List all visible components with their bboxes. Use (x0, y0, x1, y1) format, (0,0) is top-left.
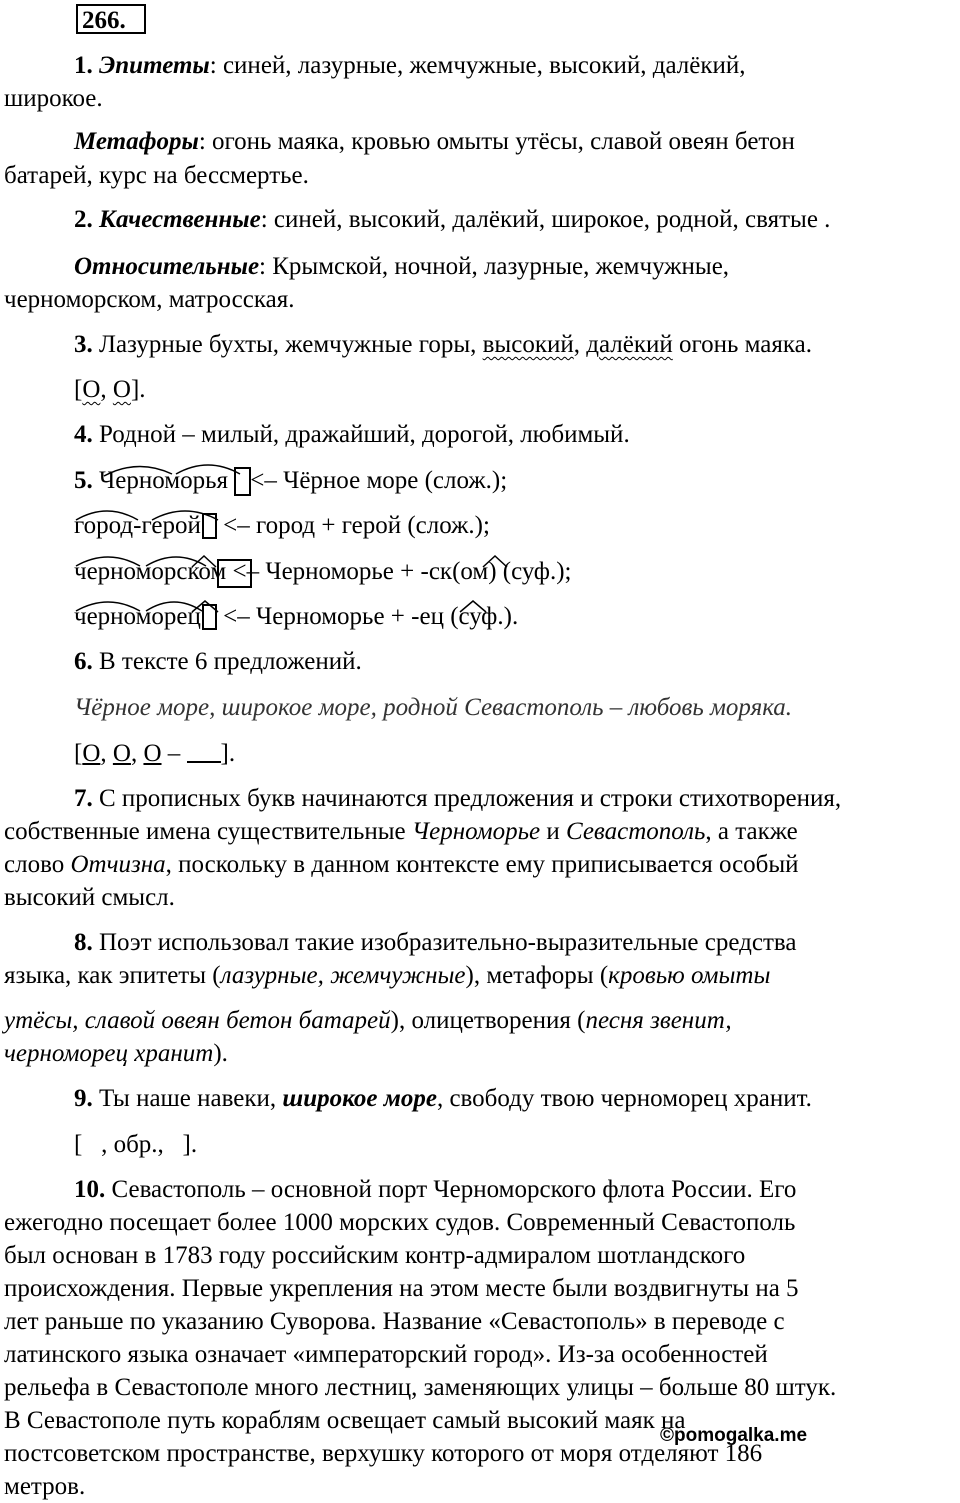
item-2-line-1 (74, 204, 830, 236)
item-5-line-2 (74, 510, 490, 542)
s-open: [ (74, 740, 83, 767)
item-7-italic-2: Севастополь (565, 818, 706, 845)
item-10-line-8: В Севастополе путь кораблям освещает самый высокий маяк на (4, 1407, 686, 1434)
item-5-text-3a: <– Черноморье + - (226, 558, 429, 585)
item-2-line-2 (74, 251, 729, 283)
item-9-bold: широкое море (282, 1085, 437, 1112)
metaphors-label: Метафоры (74, 128, 199, 155)
s-sep2: , (130, 740, 144, 767)
item-1-line-2: широкое. (4, 85, 103, 112)
item-7-line-3 (4, 849, 799, 881)
item-7-line-4: высокий смысл. (4, 884, 175, 911)
suffix-sk: ск (428, 558, 453, 585)
item-8-italic-4: песня звенит, (585, 1007, 732, 1034)
item-2-line-3: черноморском, матросская. (4, 286, 295, 313)
item-1-line-4: батарей, курс на бессмертье. (4, 162, 309, 189)
ending-box (202, 604, 217, 630)
word-chernomorya: Черноморья (92, 467, 228, 494)
item-8-italic-3: утёсы, славой овеян бетон батарей (4, 1007, 391, 1034)
item-10-line-2: ежегодно посещает более 1000 морских судов. Современный Севастополь (4, 1209, 796, 1236)
exercise-number: 266. (76, 4, 146, 34)
item-1-line-3 (74, 126, 795, 158)
item-6-num: 6. (74, 648, 93, 675)
s-o1: О (82, 740, 101, 767)
item-3-comma: , (573, 331, 587, 358)
item-6-sentence: Чёрное море, широкое море, родной Севастополь – любовь моряка. (74, 694, 793, 721)
item-5-text-4a: <– Черноморье + - (216, 603, 420, 630)
item-9-text-a: Ты наше навеки, (92, 1085, 283, 1112)
item-8-line-2 (4, 960, 770, 992)
item-3-scheme (74, 374, 146, 406)
scheme-o1: О (82, 376, 101, 403)
item-10-line-5: лет раньше по указанию Суворова. Название «Севастополь» в переводе с (4, 1308, 785, 1335)
item-7-text-2a: собственные имена существительные (4, 818, 412, 845)
item-5-text-2: <– город + герой (слож.); (216, 512, 490, 539)
item-10-line-1 (74, 1174, 796, 1206)
word-chernomorskom: черноморском (74, 558, 227, 585)
item-7-line-2 (4, 816, 798, 848)
ending-box (202, 513, 217, 539)
item-1-line-1 (74, 50, 746, 82)
item-10-line-3: был основан в 1783 году российским контр-адмиралом шотландского (4, 1242, 746, 1269)
epithets-label: Эпитеты (99, 52, 210, 79)
s-o2: О (112, 740, 131, 767)
item-3-word-1: высокий (482, 331, 574, 358)
item-9-line-1 (74, 1083, 812, 1115)
item-5-text-4b: (суф.). (443, 603, 519, 630)
relative-text-1: : Крымской, ночной, лазурные, жемчужные, (259, 253, 730, 280)
item-7-italic-1: Черноморье (411, 818, 541, 845)
item-8-text-4b: ). (213, 1040, 228, 1067)
qualitative-label: Качественные (99, 206, 261, 233)
item-8-text-3b: ), олицетворения ( (390, 1007, 586, 1034)
item-8-italic-1: лазурные, жемчужные (220, 962, 466, 989)
item-10-line-10: метров. (4, 1473, 86, 1500)
s-dash: – (161, 740, 187, 767)
item-8-italic-2: кровью омыты (608, 962, 771, 989)
s-o3: О (143, 740, 162, 767)
item-5-text-3b: (ом) (суф.); (452, 558, 572, 585)
item-3-num: 3. (74, 331, 93, 358)
scheme-close: ]. (130, 376, 146, 403)
item-6-text: В тексте 6 предложений. (92, 648, 362, 675)
s-sep1: , (100, 740, 113, 767)
item-8-text-2b: ), метафоры ( (465, 962, 609, 989)
item-8-line-3 (4, 1005, 732, 1037)
item-4-text: Родной – милый, дражайший, дорогой, любимый. (92, 421, 630, 448)
item-10-text-1: Севастополь – основной порт Черноморского флота России. Его (105, 1176, 797, 1203)
item-10-line-7: рельефа в Севастополе много лестниц, заменяющих улицы – больше 80 штук. (4, 1374, 837, 1401)
subject-blank (187, 739, 221, 763)
epithets-text-1: : синей, лазурные, жемчужные, высокий, далёкий, (209, 52, 746, 79)
word-gorod-geroy: город-герой (74, 512, 201, 539)
item-10-num: 10. (74, 1176, 106, 1203)
item-5-line-1 (74, 465, 507, 497)
item-9-num: 9. (74, 1085, 93, 1112)
item-3-word-2: далёкий (586, 331, 673, 358)
scheme-open: [ (74, 376, 83, 403)
item-7-italic-3: Отчизна (70, 851, 166, 878)
item-3-text-a: Лазурные бухты, жемчужные горы, (92, 331, 483, 358)
suffix-ets: ец (419, 603, 444, 630)
scheme-o2: О (112, 376, 131, 403)
item-7-num: 7. (74, 785, 93, 812)
item-5-line-4 (74, 601, 518, 633)
item-8-text-1: Поэт использовал такие изобразительно-выразительные средства (92, 929, 797, 956)
item-8-line-4 (4, 1038, 228, 1070)
item-8-num: 8. (74, 929, 93, 956)
item-7-text-3a: слово (4, 851, 71, 878)
item-4-num: 4. (74, 421, 93, 448)
item-5-num: 5. (74, 467, 93, 494)
qualitative-text: : синей, высокий, далёкий, широкое, родной, святые . (260, 206, 831, 233)
item-5-text-1: <– Чёрное море (слож.); (243, 467, 508, 494)
watermark: ©pomogalka.me (660, 1425, 808, 1446)
item-7-line-1 (74, 783, 841, 815)
s-close: ]. (220, 740, 236, 767)
item-4-line (74, 419, 630, 451)
item-5-line-3 (74, 556, 572, 588)
item-10-line-4: происхождения. Первые укрепления на этом месте были воздвигнуты на 5 (4, 1275, 799, 1302)
item-3-line-1 (74, 329, 812, 361)
item-8-line-1 (74, 927, 796, 959)
item-8-text-2a: языка, как эпитеты ( (4, 962, 221, 989)
item-7-text-1: С прописных букв начинаются предложения и строки стихотворения, (92, 785, 842, 812)
item-9-scheme: [ , обр., ]. (74, 1131, 198, 1158)
item-7-text-2c: , а также (705, 818, 798, 845)
item-2-num: 2. (74, 206, 93, 233)
item-1-num: 1. (74, 52, 93, 79)
item-6-scheme (74, 738, 235, 770)
item-8-italic-5: черноморец хранит (4, 1040, 214, 1067)
item-7-text-3b: , поскольку в данном контексте ему приписывается особый (165, 851, 799, 878)
item-10-line-9: постсоветском пространстве, верхушку которого от моря отделяют 186 (4, 1440, 763, 1467)
scheme-sep: , (100, 376, 113, 403)
item-10-line-6: латинского языка означает «императорский город». Из-за особенностей (4, 1341, 768, 1368)
item-6-line-1 (74, 646, 362, 678)
word-chernomorets: черноморец (74, 603, 201, 630)
relative-label: Относительные (74, 253, 260, 280)
item-9-text-b: , свободу твою черноморец хранит. (436, 1085, 812, 1112)
item-7-text-2b: и (540, 818, 566, 845)
item-3-text-b: огонь маяка. (672, 331, 813, 358)
metaphors-text-1: : огонь маяка, кровью омыты утёсы, славой овеян бетон (198, 128, 795, 155)
